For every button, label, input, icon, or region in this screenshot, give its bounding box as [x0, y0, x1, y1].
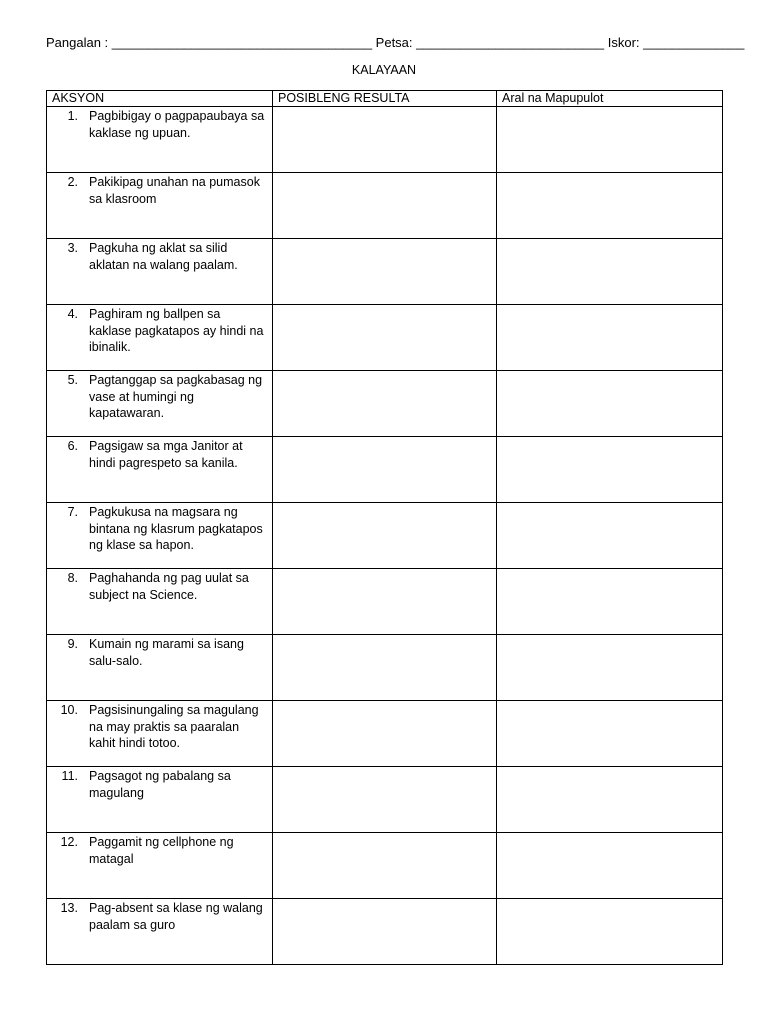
- item-number: 11.: [61, 769, 78, 783]
- score-label: Iskor:: [604, 35, 644, 50]
- lesson-learned-cell[interactable]: [497, 569, 723, 635]
- action-text: Kumain ng marami sa isang salu-salo.: [89, 637, 244, 668]
- action-text: Pagsagot ng pabalang sa magulang: [89, 769, 231, 800]
- action-item: [47, 833, 272, 867]
- action-cell: [47, 569, 273, 635]
- name-label: Pangalan :: [46, 35, 112, 50]
- item-number: 8.: [67, 571, 78, 585]
- action-cell: [47, 437, 273, 503]
- action-text: Paggamit ng cellphone ng matagal: [89, 835, 234, 866]
- action-text: Pakikipag unahan na pumasok sa klasroom: [89, 175, 260, 206]
- action-text: Paghahanda ng pag uulat sa subject na Science.: [89, 571, 249, 602]
- lesson-learned-cell[interactable]: [497, 239, 723, 305]
- action-text: Pag-absent sa klase ng walang paalam sa guro: [89, 901, 263, 932]
- action-cell: [47, 701, 273, 767]
- item-number: 5.: [67, 373, 78, 387]
- action-cell: [47, 107, 273, 173]
- possible-result-cell[interactable]: [273, 305, 497, 371]
- lesson-learned-cell[interactable]: [497, 173, 723, 239]
- action-cell: [47, 833, 273, 899]
- possible-result-cell[interactable]: [273, 107, 497, 173]
- item-number: 4.: [67, 307, 78, 321]
- action-cell: [47, 635, 273, 701]
- action-cell: [47, 899, 273, 965]
- lesson-learned-cell[interactable]: [497, 503, 723, 569]
- table-row: [47, 833, 723, 899]
- lesson-learned-cell[interactable]: [497, 635, 723, 701]
- action-item: [47, 107, 272, 141]
- possible-result-cell[interactable]: [273, 767, 497, 833]
- table-row: [47, 107, 723, 173]
- action-text: Pagkukusa na magsara ng bintana ng klasrum pagkatapos ng klase sa hapon.: [89, 505, 263, 552]
- possible-result-cell[interactable]: [273, 503, 497, 569]
- column-header-aksyon: AKSYON: [47, 91, 273, 107]
- action-text: Paghiram ng ballpen sa kaklase pagkatapos ay hindi na ibinalik.: [89, 307, 264, 354]
- action-cell: [47, 239, 273, 305]
- action-cell: [47, 503, 273, 569]
- action-text: Pagsisinungaling sa magulang na may praktis sa paaralan kahit hindi totoo.: [89, 703, 259, 750]
- item-number: 3.: [67, 241, 78, 255]
- date-blank-field[interactable]: __________________________: [416, 35, 605, 50]
- action-item: [47, 635, 272, 669]
- table-row: [47, 305, 723, 371]
- action-text: Pagsigaw sa mga Janitor at hindi pagrespeto sa kanila.: [89, 439, 243, 470]
- possible-result-cell[interactable]: [273, 371, 497, 437]
- item-number: 13.: [60, 901, 78, 915]
- possible-result-cell[interactable]: [273, 437, 497, 503]
- action-cell: [47, 371, 273, 437]
- worksheet-table: [46, 90, 723, 965]
- action-item: [47, 305, 272, 356]
- item-number: 12.: [60, 835, 78, 849]
- table-row: [47, 173, 723, 239]
- lesson-learned-cell[interactable]: [497, 701, 723, 767]
- table-row: [47, 437, 723, 503]
- action-item: [47, 899, 272, 933]
- item-number: 9.: [67, 637, 78, 651]
- lesson-learned-cell[interactable]: [497, 437, 723, 503]
- table-row: [47, 701, 723, 767]
- date-label: Petsa:: [372, 35, 417, 50]
- name-blank-field[interactable]: ____________________________________: [111, 35, 373, 50]
- header-fields: [46, 34, 745, 52]
- item-number: 6.: [67, 439, 78, 453]
- action-text: Pagtanggap sa pagkabasag ng vase at humingi ng kapatawaran.: [89, 373, 263, 420]
- action-text: Pagbibigay o pagpapaubaya sa kaklase ng upuan.: [89, 109, 265, 140]
- table-row: [47, 899, 723, 965]
- column-header-posibleng-resulta: POSIBLENG RESULTA: [273, 91, 497, 107]
- lesson-learned-cell[interactable]: [497, 107, 723, 173]
- action-item: [47, 371, 272, 422]
- possible-result-cell[interactable]: [273, 173, 497, 239]
- action-cell: [47, 173, 273, 239]
- action-item: [47, 569, 272, 603]
- possible-result-cell[interactable]: [273, 239, 497, 305]
- item-number: 10.: [60, 703, 78, 717]
- table-header-row: [47, 91, 723, 107]
- lesson-learned-cell[interactable]: [497, 833, 723, 899]
- action-item: [47, 503, 272, 554]
- table-row: [47, 503, 723, 569]
- document-title: KALAYAAN: [351, 63, 417, 77]
- score-blank-field[interactable]: ______________: [643, 35, 745, 50]
- possible-result-cell[interactable]: [273, 635, 497, 701]
- table-row: [47, 569, 723, 635]
- table-row: [47, 239, 723, 305]
- column-header-aral: Aral na Mapupulot: [497, 91, 723, 107]
- action-cell: [47, 767, 273, 833]
- item-number: 7.: [67, 505, 78, 519]
- lesson-learned-cell[interactable]: [497, 371, 723, 437]
- possible-result-cell[interactable]: [273, 833, 497, 899]
- action-cell: [47, 305, 273, 371]
- action-item: [47, 239, 272, 273]
- possible-result-cell[interactable]: [273, 701, 497, 767]
- table-row: [47, 635, 723, 701]
- item-number: 2.: [67, 175, 78, 189]
- action-item: [47, 701, 272, 752]
- lesson-learned-cell[interactable]: [497, 305, 723, 371]
- item-number: 1.: [67, 109, 78, 123]
- table-row: [47, 371, 723, 437]
- action-item: [47, 437, 272, 471]
- action-item: [47, 173, 272, 207]
- lesson-learned-cell[interactable]: [497, 899, 723, 965]
- action-item: [47, 767, 272, 801]
- table-row: [47, 767, 723, 833]
- lesson-learned-cell[interactable]: [497, 767, 723, 833]
- possible-result-cell[interactable]: [273, 899, 497, 965]
- possible-result-cell[interactable]: [273, 569, 497, 635]
- action-text: Pagkuha ng aklat sa silid aklatan na walang paalam.: [89, 241, 238, 272]
